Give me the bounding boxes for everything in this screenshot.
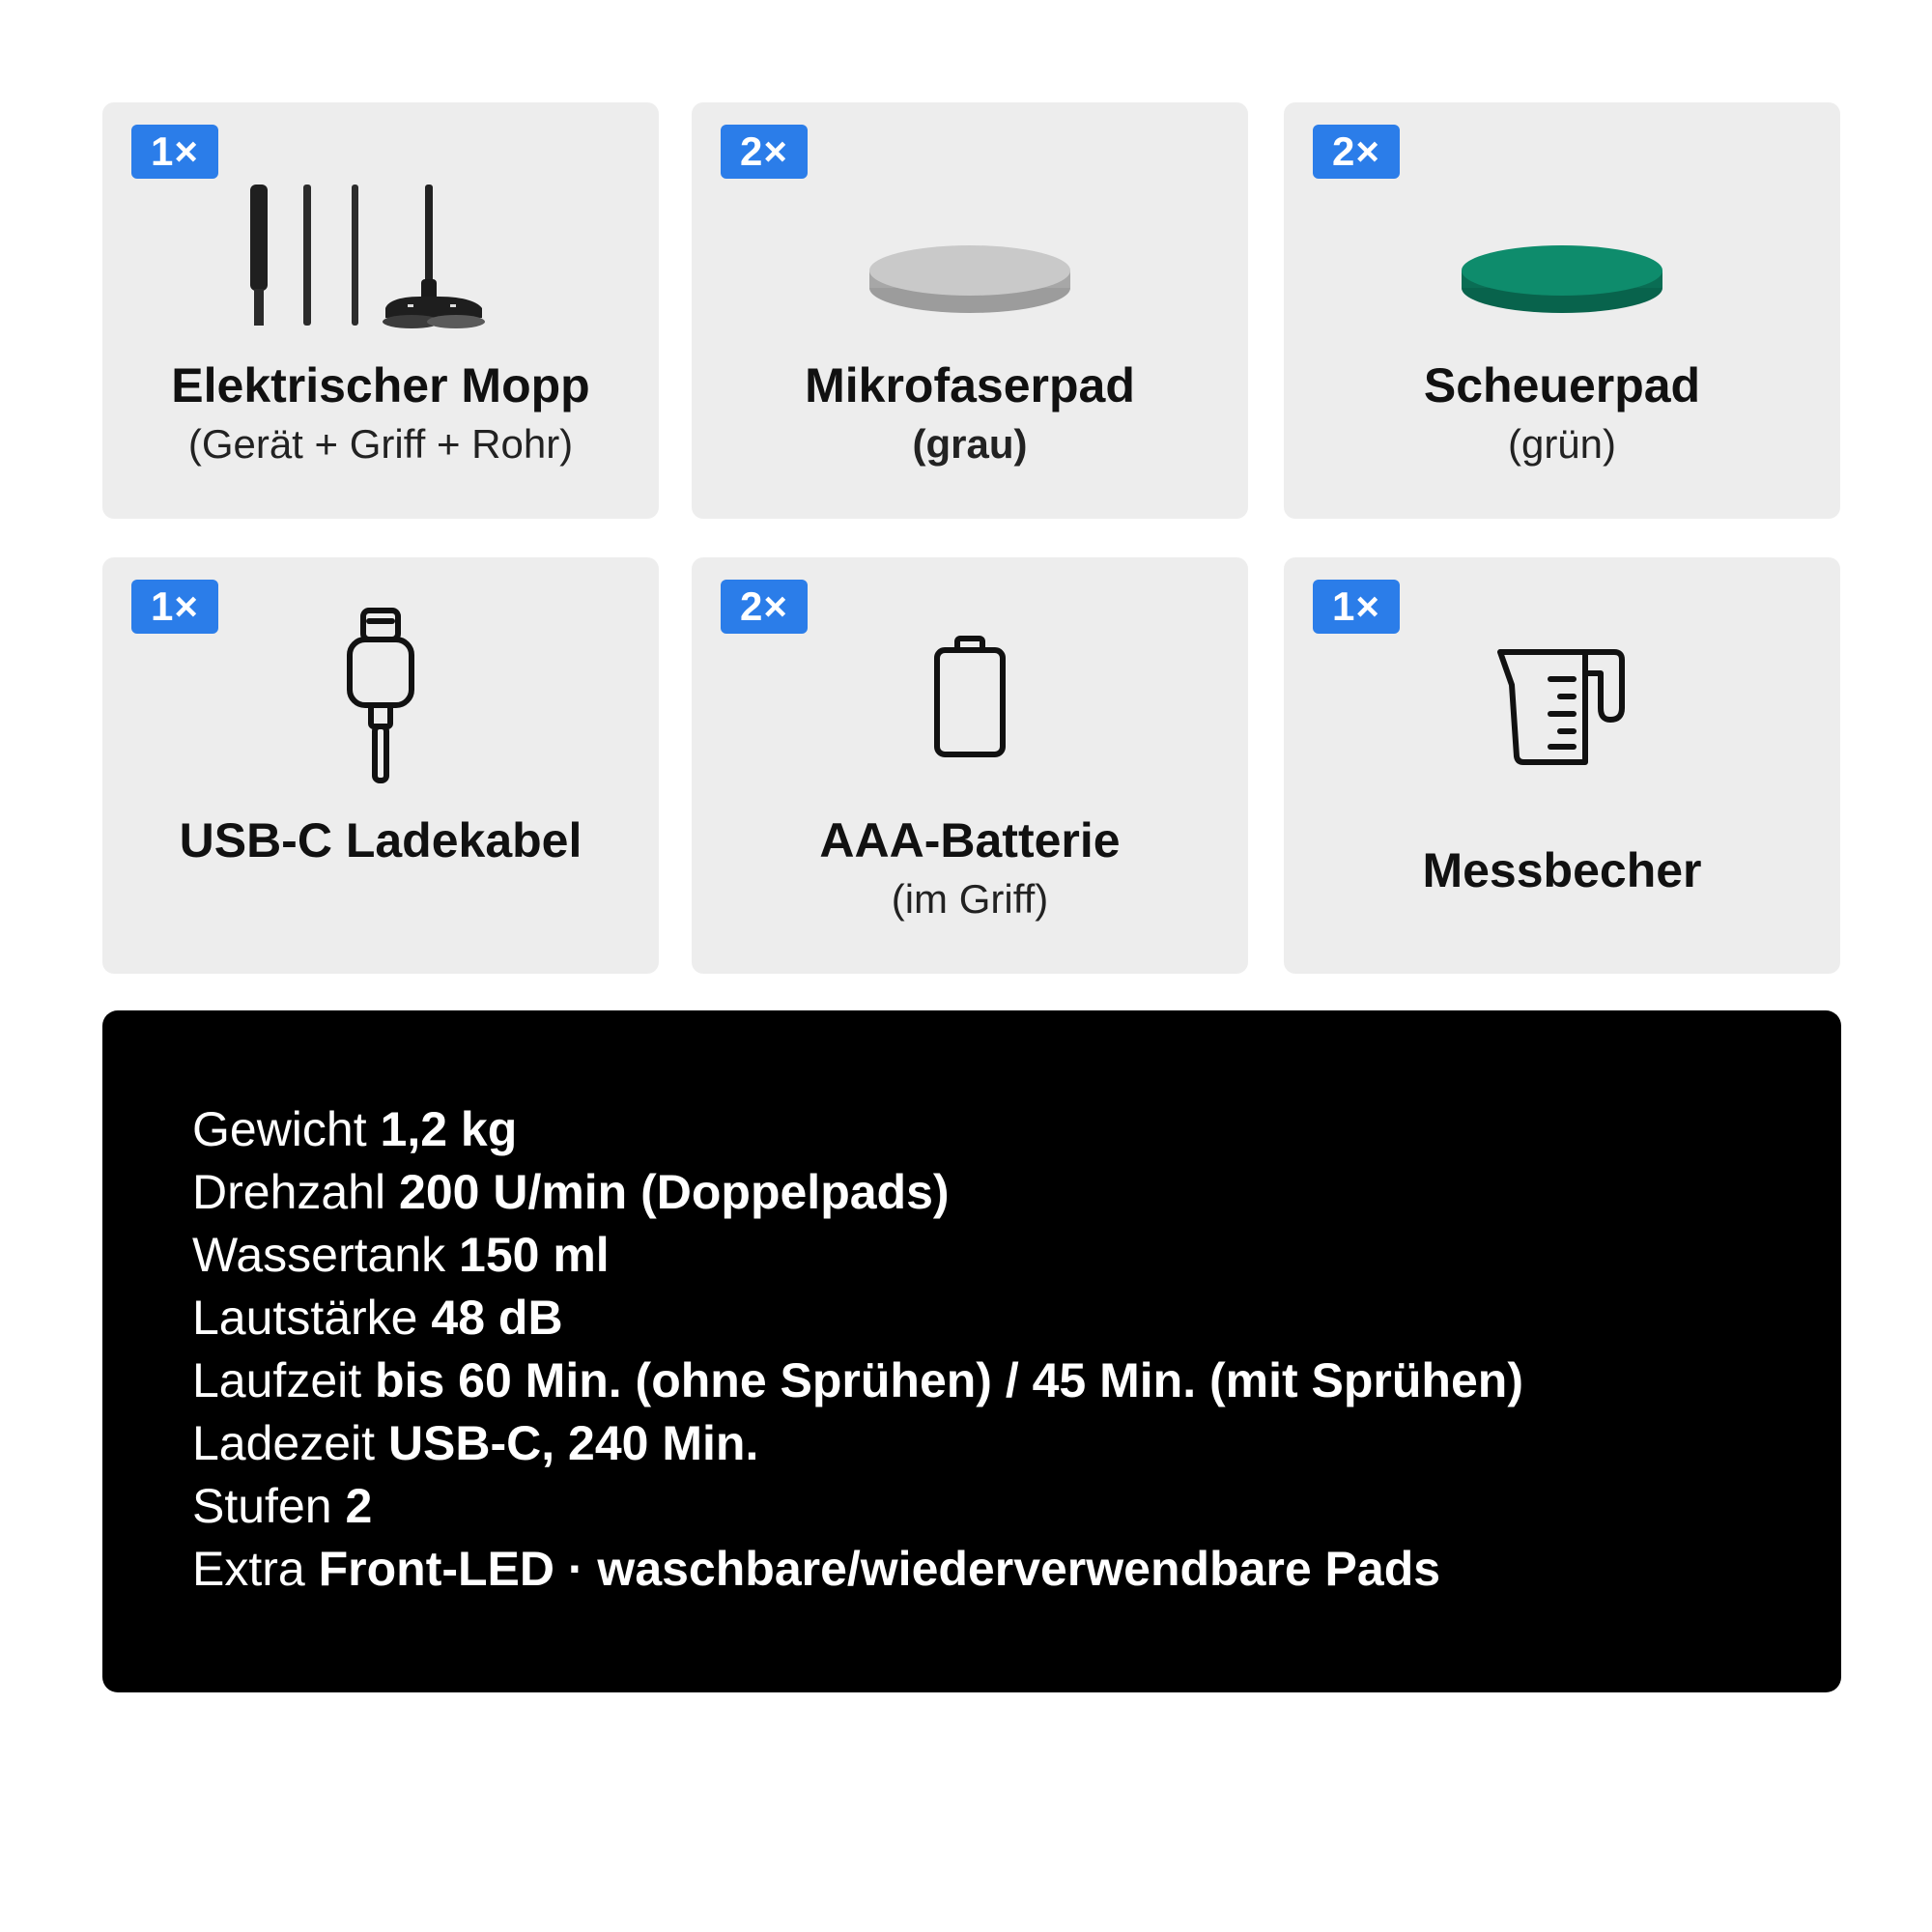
quantity-badge: 2× — [1313, 125, 1400, 179]
usb-c-cable-icon — [102, 608, 659, 787]
item-subtitle: (grün) — [1507, 421, 1617, 467]
spec-list — [192, 1098, 1523, 1601]
item-subtitle: (Gerät + Griff + Rohr) — [187, 421, 574, 467]
spec-value: Front-LED · waschbare/wiederverwendbare Pads — [318, 1542, 1441, 1596]
item-subtitle: (grau) — [912, 421, 1028, 467]
item-title: Scheuerpad — [1423, 358, 1701, 412]
spec-value: 200 U/min (Doppelpads) — [399, 1165, 950, 1219]
item-subtitle: (im Griff) — [891, 876, 1049, 922]
item-card-battery — [692, 557, 1248, 974]
item-title: Messbecher — [1422, 843, 1702, 897]
scrub-pad-icon — [1284, 238, 1840, 325]
quantity-badge: 1× — [131, 580, 218, 634]
quantity-badge: 1× — [1313, 580, 1400, 634]
spec-row-charging-time — [192, 1412, 1523, 1475]
spec-row-extra — [192, 1538, 1523, 1601]
item-title: AAA-Batterie — [819, 813, 1121, 867]
mop-icon — [102, 175, 659, 339]
spec-value: bis 60 Min. (ohne Sprühen) / 45 Min. (mit Sprühen) — [375, 1353, 1523, 1407]
spec-row-weight — [192, 1098, 1523, 1161]
spec-row-levels — [192, 1475, 1523, 1538]
specs-panel — [102, 1010, 1841, 1692]
microfiber-pad-icon — [692, 238, 1248, 325]
spec-label: Wassertank — [192, 1228, 446, 1282]
spec-row-volume — [192, 1287, 1523, 1350]
battery-icon — [692, 635, 1248, 760]
item-card-scrub-pad — [1284, 102, 1840, 519]
spec-value: 2 — [345, 1479, 373, 1533]
spec-label: Stufen — [192, 1479, 332, 1533]
spec-row-speed — [192, 1161, 1523, 1224]
item-title: Elektrischer Mopp — [171, 358, 590, 412]
spec-row-water-tank — [192, 1224, 1523, 1287]
spec-value: USB-C, 240 Min. — [387, 1416, 759, 1470]
spec-label: Extra — [192, 1542, 305, 1596]
spec-row-runtime — [192, 1350, 1523, 1412]
measuring-cup-icon — [1284, 646, 1840, 768]
spec-value: 1,2 kg — [380, 1102, 518, 1156]
quantity-badge: 1× — [131, 125, 218, 179]
item-title: Mikrofaserpad — [805, 358, 1135, 412]
spec-label: Drehzahl — [192, 1165, 386, 1219]
spec-value: 48 dB — [431, 1291, 563, 1345]
quantity-badge: 2× — [721, 125, 808, 179]
item-card-microfiber-pad — [692, 102, 1248, 519]
quantity-badge: 2× — [721, 580, 808, 634]
spec-value: 150 ml — [459, 1228, 610, 1282]
spec-label: Ladezeit — [192, 1416, 376, 1470]
spec-label: Gewicht — [192, 1102, 367, 1156]
item-card-usb-c-cable — [102, 557, 659, 974]
item-card-measuring-cup — [1284, 557, 1840, 974]
spec-label: Laufzeit — [192, 1353, 362, 1407]
item-title: USB-C Ladekabel — [179, 813, 582, 867]
spec-label: Lautstärke — [192, 1291, 418, 1345]
item-card-mop — [102, 102, 659, 519]
